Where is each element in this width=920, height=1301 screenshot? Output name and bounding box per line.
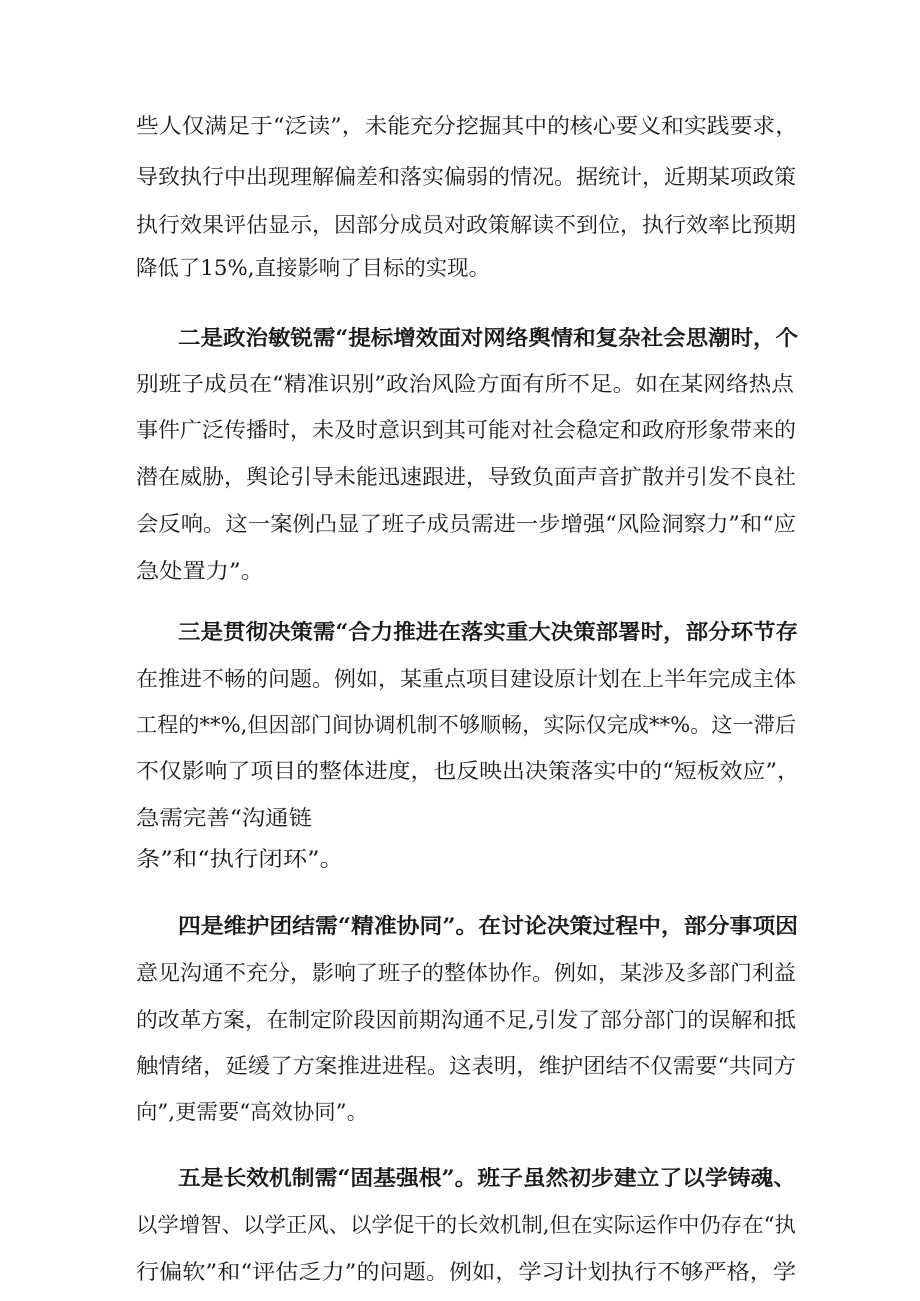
text-line xyxy=(0,839,920,879)
text-line xyxy=(0,1252,920,1292)
line-text: 不仅影响了项目的整体进度，也反映出决策落实中的“短板效应”， xyxy=(136,759,800,783)
text-line xyxy=(0,457,920,497)
line-text: 三是贯彻决策需“合力推进在落实重大决策部署时，部分环节存 xyxy=(178,619,799,644)
text-line xyxy=(0,953,920,993)
text-line xyxy=(0,1092,920,1132)
paragraph-heading-line xyxy=(0,318,920,358)
text-line xyxy=(0,705,920,745)
line-text: 降低了15%,直接影响了目标的实现。 xyxy=(136,256,490,280)
text-line xyxy=(0,157,920,197)
text-line xyxy=(0,798,920,838)
line-text: 会反响。这一案例凸显了班子成员需进一步增强“风险洞察力”和“应 xyxy=(136,512,796,536)
line-text: 些人仅满足于“泛读”，未能充分挖掘其中的核心要义和实践要求， xyxy=(136,114,799,138)
text-line xyxy=(0,205,920,245)
line-text: 行偏软”和“评估乏力”的问题。例如，学习计划执行不够严格，学 xyxy=(136,1260,796,1284)
line-text: 以学增智、以学正风、以学促干的长效机制,但在实际运作中仍存在“执 xyxy=(136,1213,796,1237)
line-text: 二是政治敏锐需“提标增效面对网络舆情和复杂社会思潮时，个 xyxy=(178,325,799,350)
paragraph-heading-line xyxy=(0,1158,920,1198)
line-text: 事件广泛传播时，未及时意识到其可能对社会稳定和政府形象带来的 xyxy=(136,418,796,442)
text-line xyxy=(0,504,920,544)
line-text: 向”,更需要“高效协同”。 xyxy=(136,1100,368,1124)
line-text: 意见沟通不充分，影响了班子的整体协作。例如，某涉及多部门利益 xyxy=(136,961,796,985)
line-text: 别班子成员在“精准识别”政治风险方面有所不足。如在某网络热点 xyxy=(136,372,794,396)
line-text: 的改革方案，在制定阶段因前期沟通不足,引发了部分部门的误解和抵 xyxy=(136,1008,796,1032)
text-line xyxy=(0,551,920,591)
text-line xyxy=(0,106,920,146)
text-line xyxy=(0,410,920,450)
line-text: 四是维护团结需“精准协同”。在讨论决策过程中，部分事项因 xyxy=(178,913,798,938)
text-line xyxy=(0,1046,920,1086)
line-text: 执行效果评估显示，因部分成员对政策解读不到位，执行效率比预期 xyxy=(136,213,796,237)
text-line xyxy=(0,1205,920,1245)
text-line xyxy=(0,659,920,699)
line-text: 急处置力”。 xyxy=(136,559,264,583)
line-text: 潜在威胁，舆论引导未能迅速跟进，导致负面声音扩散并引发不良社 xyxy=(136,465,796,489)
paragraph-heading-line xyxy=(0,906,920,946)
line-text: 急需完善“沟通链 xyxy=(136,806,313,830)
text-line xyxy=(0,1000,920,1040)
text-line xyxy=(0,364,920,404)
paragraph-heading-line xyxy=(0,612,920,652)
line-text: 工程的**%,但因部门间协调机制不够顺畅，实际仅完成**%。这一滞后 xyxy=(136,713,796,737)
line-text: 五是长效机制需“固基强根”。班子虽然初步建立了以学铸魂、 xyxy=(178,1165,796,1190)
text-line xyxy=(0,248,920,288)
line-text: 触情绪，延缓了方案推进进程。这表明，维护团结不仅需要“共同方 xyxy=(136,1054,797,1078)
text-line xyxy=(0,751,920,791)
line-text: 条”和“执行闭环”。 xyxy=(136,847,345,871)
line-text: 在推进不畅的问题。例如，某重点项目建设原计划在上半年完成主体 xyxy=(136,667,796,691)
line-text: 导致执行中出现理解偏差和落实偏弱的情况。据统计，近期某项政策 xyxy=(136,165,796,189)
